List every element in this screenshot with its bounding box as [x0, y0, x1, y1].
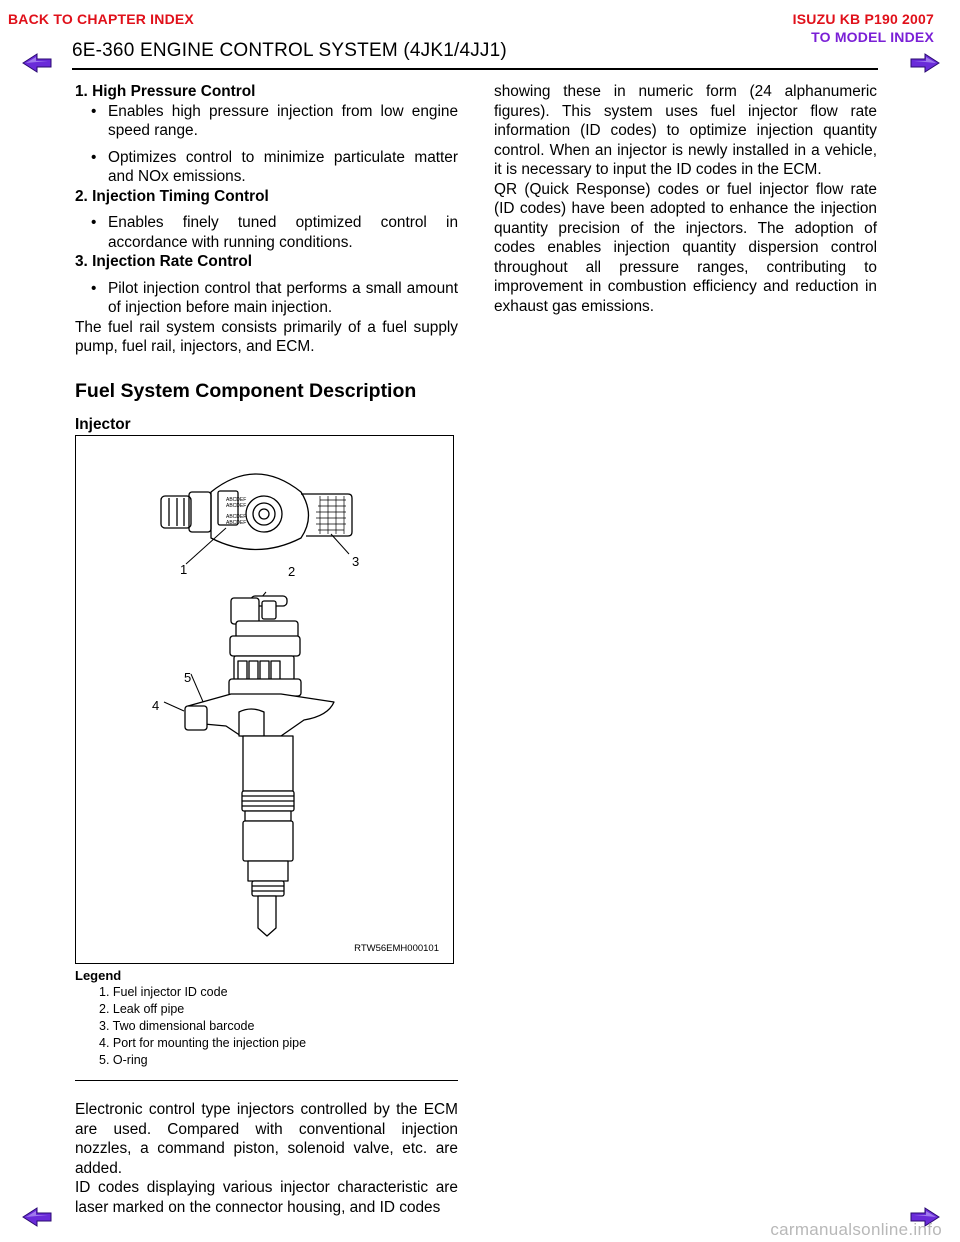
id-code-line: ABCDEF	[226, 503, 247, 509]
figure-code: RTW56EMH000101	[354, 943, 439, 954]
id-code-line: ABCDEF	[226, 520, 247, 526]
legend-item: 1. Fuel injector ID code	[99, 985, 228, 999]
callout-number: 2	[288, 564, 296, 579]
legend-item: 2. Leak off pipe	[99, 1002, 185, 1016]
qr-code-paragraph: QR (Quick Response) codes or fuel injector flow rate (ID codes) have been adopted to enhance the injection quantity precision of the injectors. The adoption of codes enables injection quantity dispersion control throughout all pressure ranges, contributing to improvement in combustion efficiency and reduction in exhaust gas emissions.	[494, 180, 877, 315]
id-code-line: ABCDEF	[226, 497, 247, 503]
next-page-arrow-icon[interactable]	[908, 52, 942, 74]
left-column	[75, 82, 458, 434]
legend-item: 3. Two dimensional barcode	[99, 1019, 255, 1033]
section-heading: 2. Injection Timing Control	[75, 187, 269, 205]
watermark: carmanualsonline.info	[770, 1220, 942, 1239]
previous-page-arrow-bottom-icon[interactable]	[20, 1206, 54, 1228]
previous-page-arrow-icon[interactable]	[20, 52, 54, 74]
id-code-line: ABCDEF	[226, 514, 247, 520]
page-title: 6E-360 ENGINE CONTROL SYSTEM (4JK1/4JJ1)	[72, 40, 507, 61]
legend-title: Legend	[75, 968, 122, 983]
bullet-item: • Optimizes control to minimize particulate matter and NOx emissions.	[91, 148, 458, 185]
legend-item: 4. Port for mounting the injection pipe	[99, 1036, 307, 1050]
bullet-item: • Enables high pressure injection from low engine speed range.	[91, 102, 458, 139]
callout-number: 5	[184, 670, 192, 685]
description-paragraph: Electronic control type injectors controlled by the ECM are used. Compared with conventional injection nozzles, a command piston, solenoid valve, etc. are added.	[75, 1101, 458, 1177]
bullet-item: • Pilot injection control that performs a small amount of injection before main injection.	[91, 279, 458, 316]
callout-number: 4	[152, 698, 160, 713]
injector-description	[75, 1100, 458, 1217]
back-to-chapter-index-link[interactable]: BACK TO CHAPTER INDEX	[8, 11, 194, 27]
right-column	[494, 82, 877, 316]
section-title: Fuel System Component Description	[75, 379, 417, 402]
model-title-link[interactable]: ISUZU KB P190 2007	[792, 11, 934, 27]
fuel-injector-illustration	[76, 436, 453, 963]
legend-divider	[75, 1080, 458, 1081]
callout-number: 1	[180, 562, 188, 577]
callout-number: 3	[352, 554, 360, 569]
to-model-index-link[interactable]: TO MODEL INDEX	[811, 29, 934, 45]
id-code-paragraph: showing these in numeric form (24 alphanumeric figures). This system uses fuel injector flow rate information (ID codes) to optimize injection quantity control. When an injector is newly installed in a vehicle, it is necessary to input the ID codes in the ECM.	[494, 83, 877, 178]
sub-title: Injector	[75, 415, 131, 433]
bullet-item: • Enables finely tuned optimized control in accordance with running conditions.	[91, 214, 458, 251]
header-divider	[72, 68, 878, 70]
section-heading: 3. Injection Rate Control	[75, 253, 253, 270]
legend-item: 5. O-ring	[99, 1053, 148, 1067]
description-paragraph: ID codes displaying various injector characteristic are laser marked on the connector housing, and ID codes	[75, 1179, 458, 1216]
summary-paragraph: The fuel rail system consists primarily of a fuel supply pump, fuel rail, injectors, and ECM.	[75, 318, 458, 355]
injector-figure	[75, 435, 454, 964]
figure-legend	[75, 967, 458, 1069]
section-heading: 1. High Pressure Control	[75, 83, 256, 100]
